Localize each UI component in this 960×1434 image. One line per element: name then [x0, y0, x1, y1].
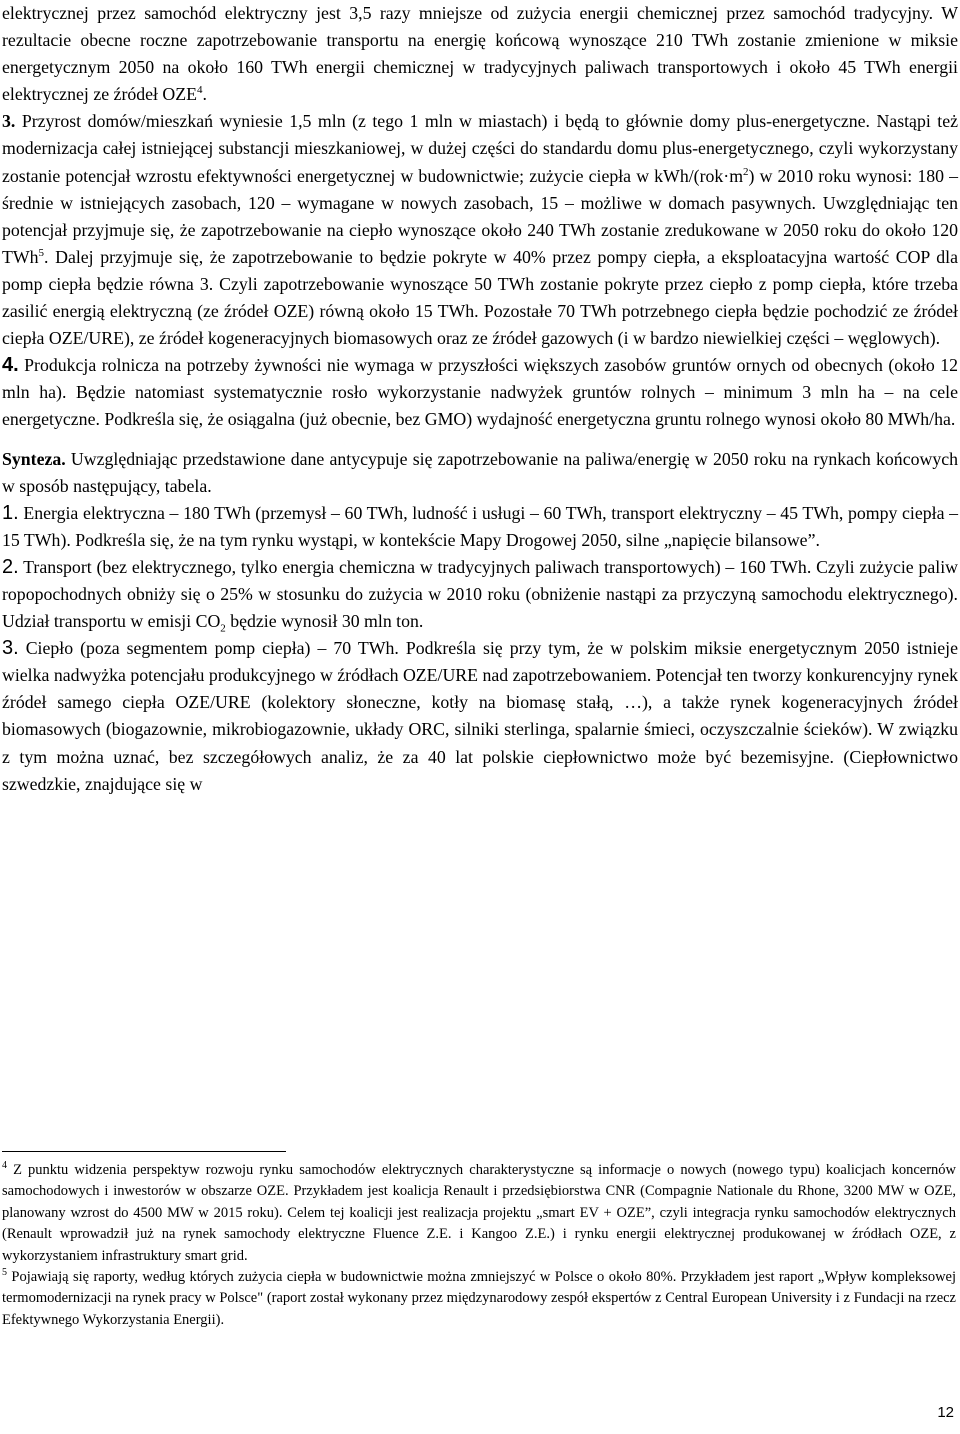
- footnote-ref-4[interactable]: 4: [197, 84, 203, 97]
- paragraph-item-2-transport: [2, 554, 958, 635]
- superscript-2: 2: [743, 165, 749, 178]
- paragraph-point-4-agriculture: [2, 352, 958, 433]
- paragraph-item-1-electricity: [2, 500, 958, 554]
- footnote-mark: 5: [2, 1267, 7, 1279]
- footnote-text: Pojawiają się raporty, według których zużycia ciepła w budownictwie można zmniejszyć w Polsce o około 80%. Przykładem jest raport „Wpływ kompleksowej termomodernizacji na rynek pracy w Polsce" (raport został wykonany przez międzynarodowy zespół ekspertów z Central European University i z Fundacji na rzecz Efektywnego Wykorzystania Energii).: [2, 1269, 956, 1328]
- paragraph-text-b: ) w 2010 roku wynosi: 180 – średnie w istniejących zasobach, 120 – wymagane w nowych zasobach, 15 – możliwe w domach pasywnych. Uwzględniając ten potencjał przyjmuje się, że zapotrzebowanie na ciepło wynoszące około 240 TWh zostanie zredukowane w 2050 roku do około 120 TWh: [2, 165, 958, 267]
- footnote-5: [2, 1267, 956, 1331]
- item-number: 1.: [2, 501, 19, 524]
- paragraph-text: elektrycznej przez samochód elektryczny jest 3,5 razy mniejsze od zużycia energii chemicznej przez samochód tradycyjny. W rezultacie obecne roczne zapotrzebowanie transportu na energię końcową wynoszące 210 TWh zostanie zmienione w miksie energetycznym 2050 na około 160 TWh energii chemicznej w tradycyjnych paliwach transportowych i około 45 TWh energii elektrycznej ze źródeł OZE: [2, 3, 958, 105]
- paragraph-text-a: Przyrost domów/mieszkań wyniesie 1,5 mln (z tego 1 mln w miastach) i będą to głównie domy plus-energetyczne. Nastąpi też modernizacja całej istniejącej substancji mieszkaniowej, w dużej części do standardu domu plus-energetycznego, czyli wykorzystany zostanie potencjał wzrostu efektywności energetycznej w budownictwie; zużycie ciepła w kWh/(rok·m: [2, 111, 958, 186]
- paragraph-text: Uwzględniając przedstawione dane antycypuje się zapotrzebowanie na paliwa/energię w 2050 roku na rynkach końcowych w sposób następujący, tabela.: [2, 448, 958, 496]
- subscript-2: 2: [220, 622, 226, 635]
- paragraph-text: Ciepło (poza segmentem pomp ciepła) – 70 TWh. Podkreśla się przy tym, że w polskim miksie energetycznym 2050 istnieje wielka nadwyżka potencjału produkcyjnego w źródłach OZE/URE nad zapotrzebowaniem. Potencjał ten tworzy konkurencyjny rynek źródeł samego ciepła OZE/URE (kolektory słoneczne, kotły na biomasę stałą, …), a także rynek kogeneracyjnych źródeł biomasowych (biogazownie, mikrobiogazownie, układy ORC, silniki sterlinga, spalarnie śmieci, oczyszczalnie ścieków). W związku z tym można uznać, bez szczegółowych analiz, że za 40 lat polskie ciepłownictwo może być bezemisyjne. (Ciepłownictwo szwedzkie, znajdujące się w: [2, 638, 958, 794]
- item-number: 3.: [2, 637, 19, 660]
- paragraph-synthesis: [2, 446, 958, 500]
- paragraph-text: Produkcja rolnicza na potrzeby żywności nie wymaga w przyszłości większych zasobów gruntów ornych od obecnych (około 12 mln ha). Będzie natomiast systematycznie rosło wykorzystanie nadwyżek gruntów rolnych – minimum 3 mln ha – na cele energetyczne. Podkreśla się, że osiągalna (już obecnie, bez GMO) wydajność energetyczna gruntu rolnego wynosi około 80 MWh/ha.: [2, 355, 958, 430]
- footnote-separator: [2, 1151, 286, 1152]
- paragraph-transport-energy: [2, 0, 958, 108]
- paragraph-text: Energia elektryczna – 180 TWh (przemysł – 60 TWh, ludność i usługi – 60 TWh, transport elektryczny – 45 TWh, pompy ciepła – 15 TWh). Podkreśla się, że na tym rynku wystąpi, w kontekście Mapy Drogowej 2050, silne „napięcie bilansowe”.: [2, 502, 958, 550]
- footnotes: [2, 1160, 956, 1331]
- footnote-4: [2, 1160, 956, 1267]
- footnote-ref-5[interactable]: 5: [38, 246, 45, 259]
- synthesis-label: Synteza.: [2, 448, 66, 469]
- footnote-text: Z punktu widzenia perspektyw rozwoju rynku samochodów elektrycznych charakterystyczne są informacje o nowych (nowego typu) koalicjach koncernów samochodowych i inwestorów w obszarze OZE. Przykładem jest koalicja Renault i przedsiębiorstwa CNR (Compagnie Nationale du Rhone, 3200 MW w OZE, planowany wzrost do 4500 MW w 2015 roku). Celem tej koalicji jest realizacja projektu „smart EV + OZE”, czyli integracja rynku samochodów elektrycznych (Renault wprowadził już na rynek samochody elektryczne Fluence Z.E. i Kangoo Z.E.) i rynku energii elektrycznej produkowanej w źródłach OZE, z wykorzystaniem infrastruktury smart grid.: [2, 1162, 956, 1264]
- paragraph-end: .: [202, 84, 207, 105]
- paragraph-item-3-heat: [2, 635, 958, 798]
- paragraph-point-3-housing: [2, 108, 958, 352]
- point-number: 4.: [2, 354, 19, 377]
- page-number: 12: [937, 1404, 954, 1421]
- paragraph-text-a: Transport (bez elektrycznego, tylko energia chemiczna w tradycyjnych paliwach transportowych) – 160 TWh. Czyli zużycie paliw ropopochodnych obniży się o 25% w stosunku do zużycia w 2010 roku (obniżenie nastąpi za przyczyną samochodu elektrycznego). Udział transportu w emisji CO: [2, 556, 958, 632]
- paragraph-text-c: . Dalej przyjmuje się, że zapotrzebowanie to będzie pokryte w 40% przez pompy ciepła, a eksploatacyjna wartość COP dla pomp ciepła będzie równa 3. Czyli zapotrzebowanie wynoszące 50 TWh zostanie pokryte przez ciepło z pomp ciepła, które trzeba zasilić energią elektryczną (ze źródeł OZE) równą około 15 TWh. Pozostałe 70 TWh potrzebnego ciepła będzie pochodzić ze źródeł ciepła OZE/URE), ze źródeł kogeneracyjnych biomasowych oraz ze źródeł gazowych (i w bardzo niewielkiej części – węglowych).: [2, 246, 958, 349]
- point-number: 3.: [2, 111, 16, 132]
- paragraph-text-b: będzie wynosił 30 mln ton.: [225, 611, 424, 632]
- item-number: 2.: [2, 555, 19, 578]
- footnote-mark: 4: [2, 1160, 7, 1172]
